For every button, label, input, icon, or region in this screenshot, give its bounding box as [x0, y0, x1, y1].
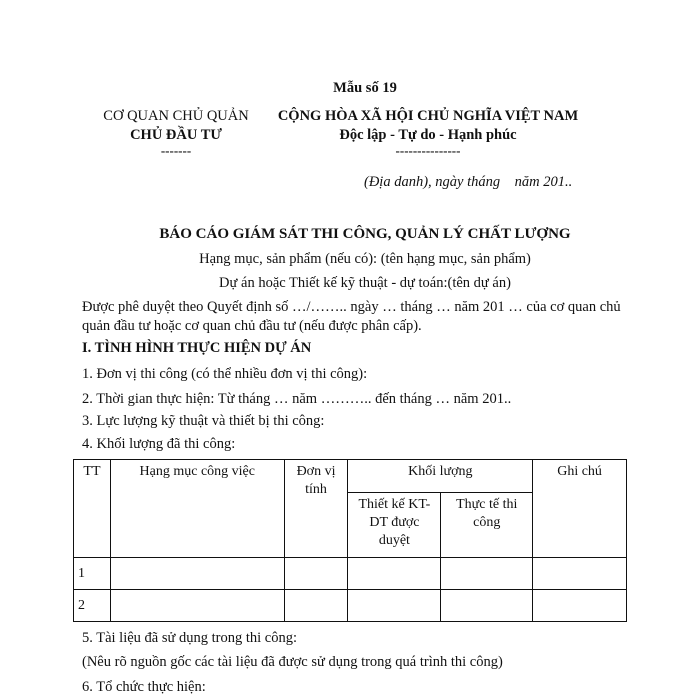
header-unit: Đơn vị tính	[284, 460, 348, 558]
item-construction-unit: 1. Đơn vị thi công (có thể nhiều đơn vị thi công):	[82, 366, 368, 382]
item-duration: 2. Thời gian thực hiện: Từ tháng … năm ……….. đến tháng … năm 201..	[82, 391, 512, 407]
header-actual-volume: Thực tế thi công	[441, 493, 533, 558]
table-row	[74, 558, 627, 590]
item-documents: 5. Tài liệu đã sử dụng trong thi công:	[82, 630, 297, 646]
cell-actual[interactable]	[441, 558, 533, 590]
cell-task[interactable]	[110, 590, 284, 622]
volume-table	[73, 459, 627, 622]
header-volume: Khối lượng	[348, 460, 533, 493]
table-row	[74, 590, 627, 622]
cell-note[interactable]	[533, 590, 627, 622]
category-line: Hạng mục, sản phẩm (nếu có): (tên hạng mục, sản phẩm)	[199, 251, 531, 267]
section-heading-1: I. TÌNH HÌNH THỰC HIỆN DỰ ÁN	[82, 340, 312, 356]
national-motto: Độc lập - Tự do - Hạnh phúc	[339, 127, 517, 143]
item-technical-force: 3. Lực lượng kỹ thuật và thiết bị thi công:	[82, 413, 325, 429]
cell-design[interactable]	[348, 590, 441, 622]
cell-unit[interactable]	[284, 558, 348, 590]
header-note: Ghi chú	[533, 460, 627, 558]
approval-paragraph: Được phê duyệt theo Quyết định số …/…….. ngày … tháng … năm 201 … của cơ quan chủ quản đầu tư hoặc cơ quan chủ đầu tư (nếu được phân cấp).	[82, 299, 621, 334]
header-tt: TT	[74, 460, 111, 558]
agency-name: CƠ QUAN CHỦ QUẢN	[103, 108, 249, 124]
header-task: Hạng mục công việc	[110, 460, 284, 558]
national-header	[258, 107, 598, 157]
item-volume: 4. Khối lượng đã thi công:	[82, 436, 236, 452]
row-number: 1	[74, 558, 111, 590]
item-documents-note: (Nêu rõ nguồn gốc các tài liệu đã được sử dụng trong quá trình thi công)	[82, 654, 503, 670]
cell-actual[interactable]	[441, 590, 533, 622]
header-design-volume: Thiết kế KT-DT được duyệt	[348, 493, 441, 558]
table-header-row	[74, 460, 627, 493]
investor-name: CHỦ ĐẦU TƯ	[130, 127, 222, 143]
motto-divider: ---------------	[395, 143, 461, 158]
country-name: CỘNG HÒA XÃ HỘI CHỦ NGHĨA VIỆT NAM	[277, 108, 579, 124]
place-date-line: (Địa danh), ngày tháng năm 201..	[364, 174, 573, 190]
cell-unit[interactable]	[284, 590, 348, 622]
project-line: Dự án hoặc Thiết kế kỹ thuật - dự toán:(tên dự án)	[219, 275, 511, 291]
row-number: 2	[74, 590, 111, 622]
cell-task[interactable]	[110, 558, 284, 590]
cell-design[interactable]	[348, 558, 441, 590]
agency-divider: -------	[160, 143, 192, 158]
form-code: Mẫu số 19	[333, 80, 397, 96]
item-organization: 6. Tổ chức thực hiện:	[82, 679, 206, 695]
cell-note[interactable]	[533, 558, 627, 590]
report-title: BÁO CÁO GIÁM SÁT THI CÔNG, QUẢN LÝ CHẤT LƯỢNG	[159, 226, 571, 242]
agency-block	[82, 107, 270, 157]
